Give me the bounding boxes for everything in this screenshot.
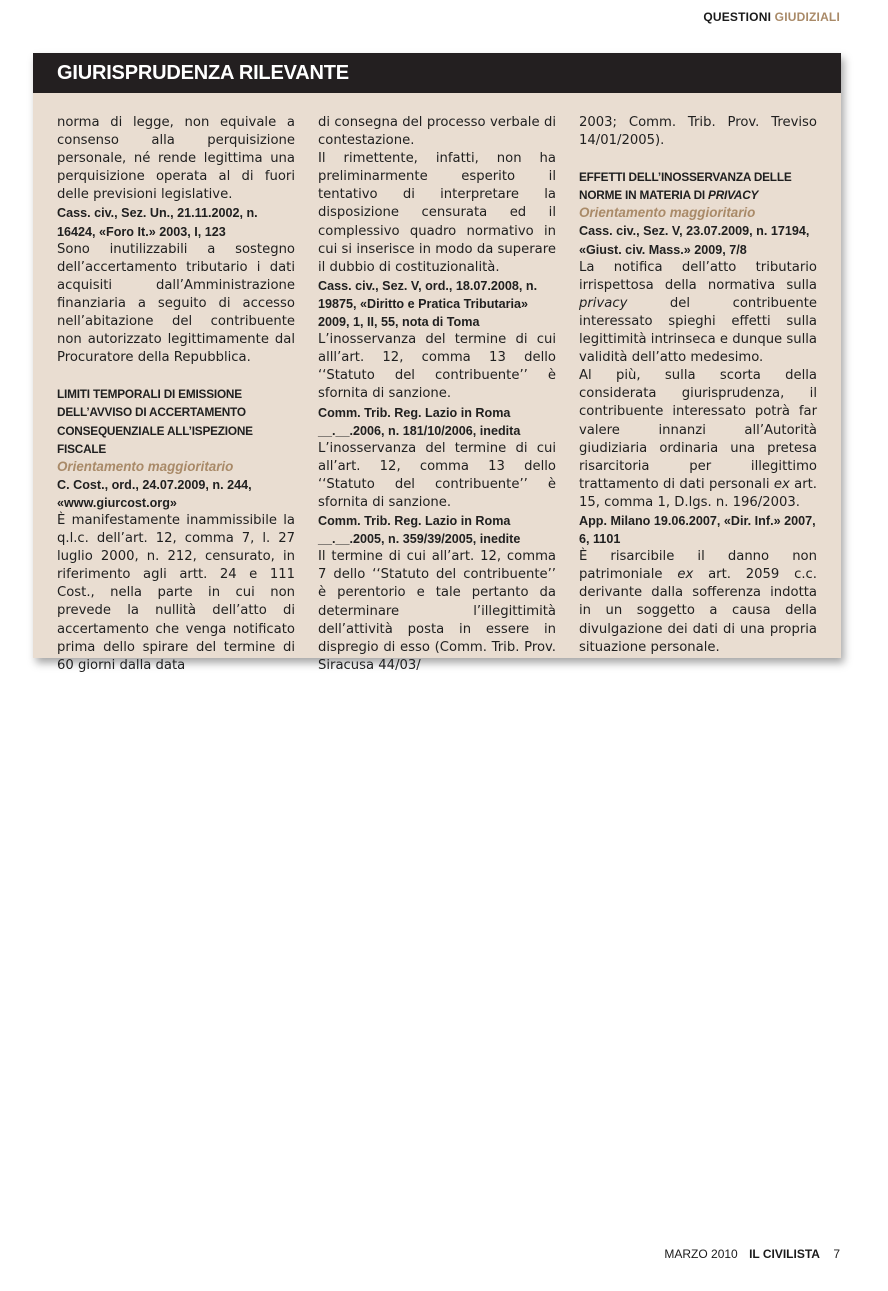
column-3 (579, 114, 817, 657)
paragraph (579, 548, 817, 657)
page-number: 7 (833, 1247, 840, 1261)
running-head (703, 10, 840, 24)
section-name: QUESTIONI (703, 10, 772, 24)
magazine-name: IL CIVILISTA (749, 1247, 820, 1261)
orientation-label: Orientamento maggioritario (57, 458, 234, 474)
text: Al più, sulla scorta della considerata giurisprudenza, il contribuente interessato potrà far valere innanzi all’Autorità giudiziaria ordinaria una pretesa risarcitoria per illegittimo trattamento di dati personali (579, 368, 817, 492)
section-heading: LIMITI TEMPORALI DI EMISSIONE DELL’AVVISO DI ACCERTAMENTO CONSEQUENZIALE ALL’ISPEZIONE FISCALE (57, 387, 253, 456)
paragraph (579, 259, 817, 368)
citation: Cass. civ., Sez. Un., 21.11.2002, n. 16424, «Foro It.» 2003, I, 123 (57, 206, 258, 239)
case-law-box (33, 53, 841, 673)
text: art. 15, comma 1, D.lgs. n. 196/2003. (579, 476, 818, 510)
citation: Comm. Trib. Reg. Lazio in Roma __.__.2005, n. 359/39/2005, inedite (318, 514, 521, 547)
italic-term: ex (677, 567, 694, 583)
italic-term: ex (773, 476, 790, 492)
paragraph: 2003; Comm. Trib. Prov. Treviso 14/01/2005). (579, 115, 817, 149)
paragraph: Sono inutilizzabili a sostegno dell’accertamento tributario i dati acquisiti dall’Amministrazione finanziaria a seguito di accesso nell’abitazione del contribuente non autorizzato legittimamente dal Procuratore della Repubblica. (57, 241, 295, 366)
paragraph: di consegna del processo verbale di contestazione. (318, 115, 556, 149)
citation: Comm. Trib. Reg. Lazio in Roma __.__.2006, n. 181/10/2006, inedita (318, 405, 521, 438)
citation: Cass. civ., Sez. V, ord., 18.07.2008, n. 19875, «Diritto e Pratica Tributaria» 2009, 1, II, 55, nota di Toma (318, 278, 538, 330)
paragraph: L’inosservanza del termine di cui alll’art. 12, comma 13 dello ‘‘Statuto del contribuente’’ è sfornita di sanzione. (318, 332, 556, 402)
box-title: GIURISPRUDENZA RILEVANTE (57, 62, 349, 84)
column-2 (318, 114, 556, 675)
text: È risarcibile il danno non patrimoniale (579, 549, 817, 583)
italic-term: privacy (579, 295, 628, 311)
text: art. 2059 c.c. derivante dalla sofferenza indotta in un soggetto a causa della divulgazione dei dati di una propria situazione personale. (579, 567, 818, 655)
paragraph: L’inosservanza del termine di cui all’art. 12, comma 13 dello ‘‘Statuto del contribuente’’ è sfornita di sanzione. (318, 440, 556, 510)
text: La notifica dell’atto tributario irrispettosa della normativa sulla (579, 259, 817, 293)
citation: C. Cost., ord., 24.07.2009, n. 244, «www.giurcost.org» (57, 477, 252, 510)
heading-text: EFFETTI DELL’INOSSERVANZA DELLE NORME IN MATERIA DI (579, 170, 792, 203)
citation: Cass. civ., Sez. V, 23.07.2009, n. 17194, «Giust. civ. Mass.» 2009, 7/8 (579, 224, 810, 257)
paragraph: norma di legge, non equivale a consenso alla perquisizione personale, né rende legittima una perquisizione operata al di fuori delle previsioni legislative. (57, 115, 295, 203)
issue-date: MARZO 2010 (664, 1247, 738, 1261)
paragraph: Il rimettente, infatti, non ha preliminarmente esperito il tentativo di interpretare la disposizione censurata ed il complessivo quadro normativo in cui si inserisce in modo da superare il dubbio di costituzionalità. (318, 151, 556, 275)
text: del contribuente interessato spieghi effetti sulla legittimità intrinseca e dunque sulla validità dell’atto medesimo. (579, 295, 817, 366)
paragraph (579, 367, 817, 512)
section-heading (579, 168, 817, 204)
orientation-label: Orientamento maggioritario (579, 205, 756, 221)
column-1 (57, 114, 295, 675)
heading-italic: PRIVACY (708, 188, 759, 203)
paragraph: È manifestamente inammissibile la q.l.c. dell’art. 12, comma 7, l. 27 luglio 2000, n. 212, censurato, in riferimento agli artt. 24 e 111 Cost., nella parte in cui non prevede la nullità dell’atto di accertamento che venga notificato prima dello spirare del termine di 60 giorni dalla data (57, 512, 295, 673)
page-footer (664, 1247, 840, 1261)
section-subname: GIUDIZIALI (774, 10, 840, 24)
paragraph: Il termine di cui all’art. 12, comma 7 dello ‘‘Statuto del contribuente’’ è perentorio e tale pertanto da determinare l’illegittimità dell’attività posta in essere in dispregio di esso (Comm. Trib. Prov. Siracusa 44/03/ (318, 549, 556, 673)
citation: App. Milano 19.06.2007, «Dir. Inf.» 2007, 6, 1101 (579, 513, 816, 547)
